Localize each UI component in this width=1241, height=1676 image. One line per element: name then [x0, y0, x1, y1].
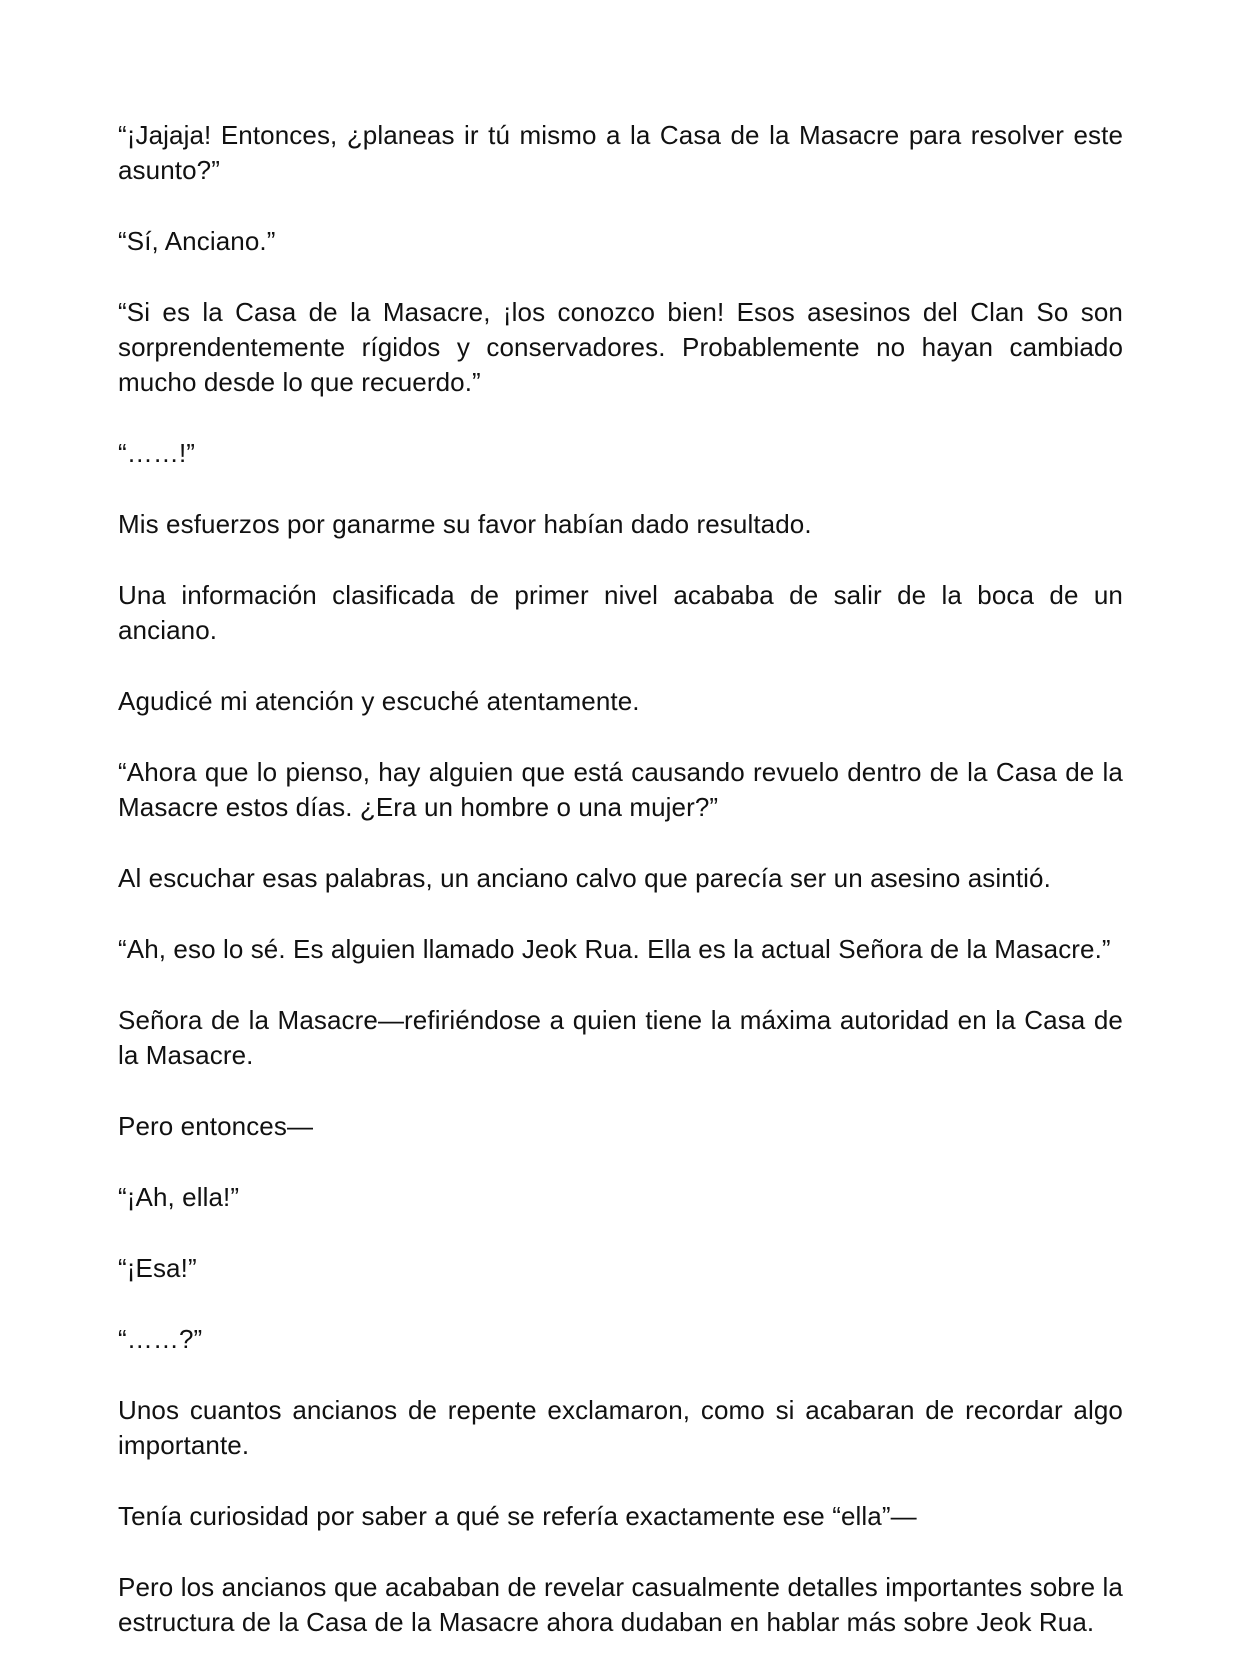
paragraph: Señora de la Masacre—refiriéndose a quien tiene la máxima autoridad en la Casa de la Masacre. [118, 1005, 1123, 1070]
paragraph: Mis esfuerzos por ganarme su favor habían dado resultado. [118, 509, 812, 539]
paragraph: Tenía curiosidad por saber a qué se refería exactamente ese “ella”— [118, 1501, 917, 1531]
paragraph: “Ah, eso lo sé. Es alguien llamado Jeok Rua. Ella es la actual Señora de la Masacre.” [118, 934, 1111, 964]
text-body [118, 118, 1123, 1676]
paragraph: Una información clasificada de primer nivel acababa de salir de la boca de un anciano. [118, 580, 1123, 645]
paragraph: Pero los ancianos que acababan de revelar casualmente detalles importantes sobre la estructura de la Casa de la Masacre ahora dudaban en hablar más sobre Jeok Rua. [118, 1572, 1123, 1637]
paragraph: “Si es la Casa de la Masacre, ¡los conozco bien! Esos asesinos del Clan So son sorprendentemente rígidos y conservadores. Probablemente no hayan cambiado mucho desde lo que recuerdo.” [118, 297, 1123, 397]
paragraph: “¡Ah, ella!” [118, 1182, 240, 1212]
paragraph: Agudicé mi atención y escuché atentamente. [118, 686, 640, 716]
paragraph: “¡Esa!” [118, 1253, 197, 1283]
paragraph: “¡Jajaja! Entonces, ¿planeas ir tú mismo a la Casa de la Masacre para resolver este asunto?” [118, 120, 1123, 185]
paragraph: “Sí, Anciano.” [118, 226, 276, 256]
paragraph: Al escuchar esas palabras, un anciano calvo que parecía ser un asesino asintió. [118, 863, 1051, 893]
paragraph: “……!” [118, 438, 196, 468]
paragraph: Pero entonces— [118, 1111, 314, 1141]
paragraph: Unos cuantos ancianos de repente exclamaron, como si acabaran de recordar algo importante. [118, 1395, 1123, 1460]
paragraph: “Ahora que lo pienso, hay alguien que está causando revuelo dentro de la Casa de la Masacre estos días. ¿Era un hombre o una mujer?” [118, 757, 1123, 822]
paragraph: “……?” [118, 1324, 203, 1354]
